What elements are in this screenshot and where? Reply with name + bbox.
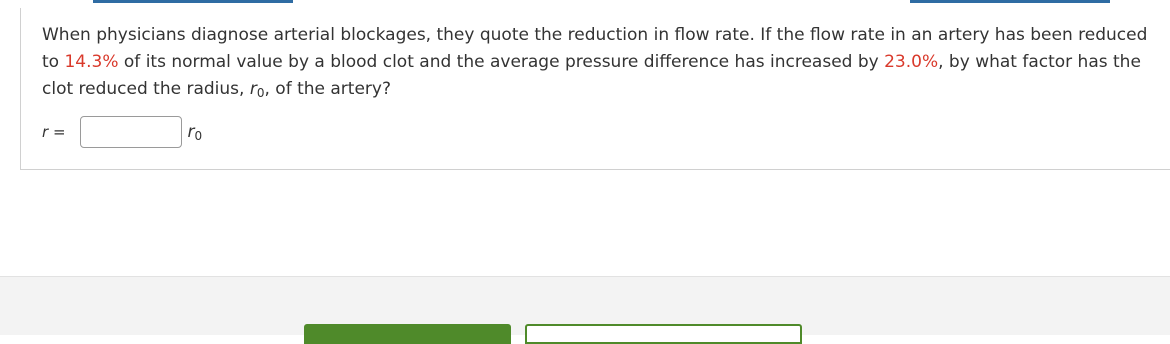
top-tab-indicator-right [910,0,1110,3]
pressure-percent-value: 23.0% [884,52,939,72]
top-tab-indicator-left [93,0,293,3]
question-text [42,22,1167,107]
flow-percent-value: 14.3% [64,52,119,72]
answer-label-var: r [42,123,49,141]
submit-button[interactable] [304,324,511,344]
radius-symbol-letter: r [249,79,257,99]
question-part-4: , of the artery? [264,79,391,99]
question-part-2: of its normal value by a blood clot and the average pressure difference has increased by [118,52,885,72]
answer-row [42,115,202,149]
secondary-button[interactable] [525,324,802,344]
answer-label-equals: = [48,123,66,141]
answer-unit-var: r [187,121,195,142]
radius-symbol [250,79,265,99]
answer-unit-subscript: 0 [194,128,203,143]
radius-symbol-subscript: 0 [256,86,265,100]
question-part-1: When physicians diagnose arterial blockages, they quote the reduction in flow rate. If the flow rate in an artery has been reduced to [42,25,1148,72]
question-card [20,8,1170,170]
answer-input[interactable] [80,116,182,148]
question-part-3: , by what factor has the clot reduced the radius, [42,52,1141,99]
answer-label [42,123,66,141]
answer-unit [188,122,203,143]
